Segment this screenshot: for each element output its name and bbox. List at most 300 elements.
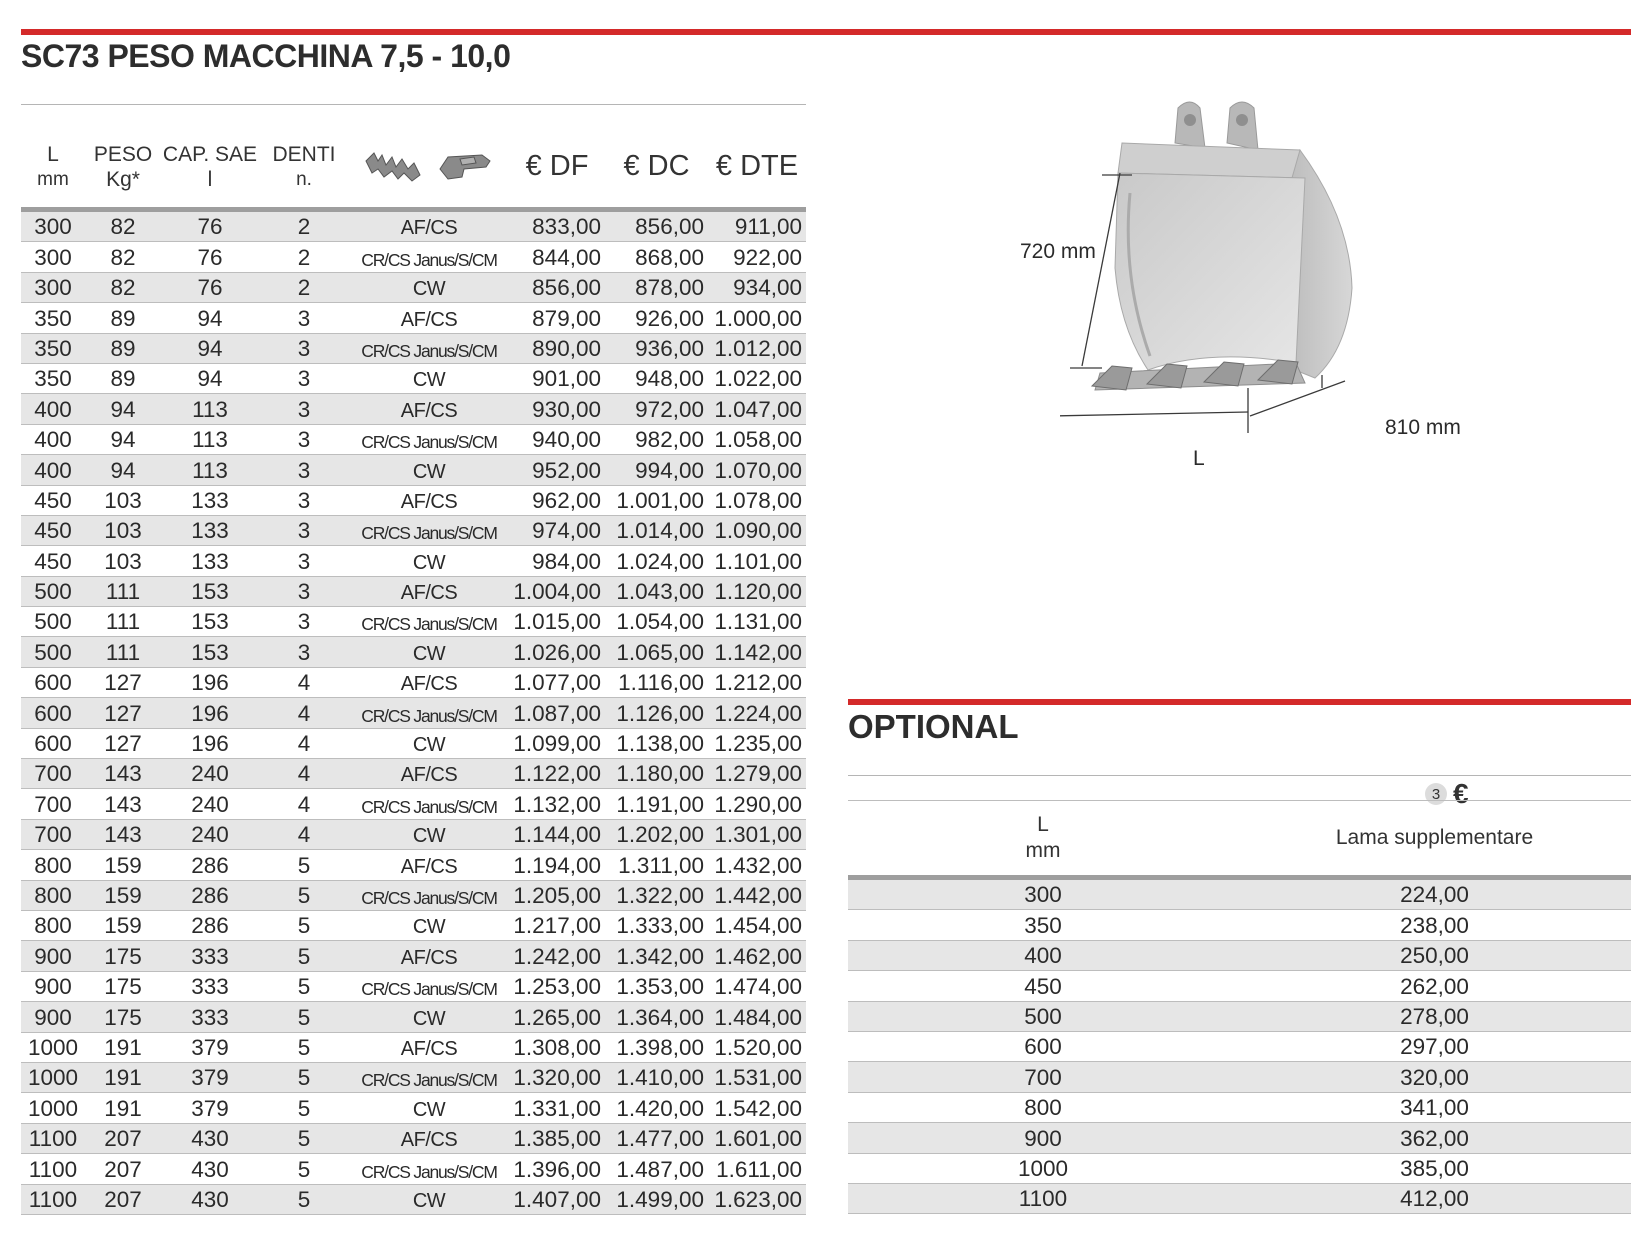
cell-dte: 1.070,00 [714, 457, 802, 483]
cell-denti: 3 [297, 639, 311, 665]
cell-cap: 430 [191, 1186, 229, 1212]
cell-tipo: AF/CS [400, 399, 458, 422]
cell-dte: 1.224,00 [714, 700, 802, 726]
cell-denti: 2 [297, 244, 311, 270]
cell-tipo: CR/CS Janus/S/CM [361, 614, 497, 635]
cell-denti: 3 [297, 579, 311, 605]
cell-dc: 1.065,00 [616, 639, 704, 665]
table-row [21, 577, 806, 607]
cell-denti: 3 [297, 518, 311, 544]
cell-df: 1.099,00 [513, 731, 601, 757]
cell-df: 856,00 [532, 275, 601, 301]
cell-dte: 1.058,00 [714, 427, 802, 453]
teeth-icon [349, 126, 509, 207]
cell-df: 1.407,00 [513, 1186, 601, 1212]
table-row [21, 850, 806, 880]
cell-dte: 1.101,00 [714, 548, 802, 574]
cell-peso: 111 [105, 579, 141, 605]
table-row [21, 303, 806, 333]
cell-dc: 1.116,00 [618, 670, 704, 696]
cell-tipo: AF/CS [400, 308, 458, 331]
cell-dc: 1.342,00 [616, 943, 704, 969]
cell-df: 1.253,00 [513, 974, 601, 1000]
cell-cap: 113 [192, 427, 228, 453]
optional-header-lama: Lama supplementare [1335, 826, 1534, 849]
cell-peso: 94 [110, 427, 136, 453]
cell-dte: 1.078,00 [714, 487, 802, 513]
cell-l: 400 [34, 457, 72, 483]
table-row [21, 668, 806, 698]
cell-l: 800 [34, 913, 72, 939]
cell-l: 300 [1024, 882, 1062, 908]
cell-lama-price: 278,00 [1400, 1003, 1469, 1029]
cell-dc: 1.180,00 [616, 761, 704, 787]
cell-dte: 1.235,00 [714, 731, 802, 757]
header-cap: CAP. SAE l [162, 142, 258, 191]
cell-l: 1100 [28, 1186, 78, 1212]
cell-peso: 175 [104, 943, 142, 969]
cell-peso: 127 [104, 731, 142, 757]
cell-dte: 922,00 [733, 244, 802, 270]
cell-tipo: AF/CS [400, 582, 458, 605]
depth-dimension-label: 810 mm [1385, 416, 1461, 439]
cell-cap: 94 [197, 335, 223, 361]
cell-dc: 1.054,00 [616, 609, 704, 635]
cell-df: 984,00 [532, 548, 601, 574]
cell-df: 879,00 [532, 305, 601, 331]
cell-cap: 286 [191, 852, 229, 878]
cell-peso: 82 [110, 275, 136, 301]
cell-tipo: CW [412, 278, 446, 301]
cell-lama-price: 297,00 [1400, 1034, 1469, 1060]
header-dc: € DC [623, 150, 690, 182]
cell-peso: 103 [104, 548, 142, 574]
cell-df: 940,00 [532, 427, 601, 453]
cell-tipo: CW [412, 1189, 446, 1212]
cell-l: 400 [34, 427, 72, 453]
cell-dte: 1.474,00 [714, 974, 802, 1000]
cell-tipo: CW [412, 460, 446, 483]
cell-denti: 5 [297, 1126, 311, 1152]
cell-df: 1.077,00 [513, 670, 601, 696]
cell-tipo: CR/CS Janus/S/CM [361, 796, 497, 817]
cell-dc: 972,00 [635, 396, 704, 422]
cell-tipo: CW [412, 369, 446, 392]
cell-dc: 1.311,00 [618, 852, 704, 878]
cell-dc: 1.322,00 [616, 882, 704, 908]
optional-row [848, 1062, 1631, 1092]
cell-l: 600 [34, 670, 72, 696]
cell-tipo: CW [412, 551, 446, 574]
cell-dte: 934,00 [733, 275, 802, 301]
table-row [21, 881, 806, 911]
cell-denti: 5 [297, 1186, 311, 1212]
cell-dc: 1.014,00 [616, 518, 704, 544]
cell-denti: 5 [297, 852, 311, 878]
footnote-badge: 3 [1425, 783, 1447, 805]
table-header [21, 126, 806, 212]
cell-denti: 3 [297, 305, 311, 331]
table-row [21, 546, 806, 576]
cell-l: 900 [34, 943, 72, 969]
cell-l: 350 [34, 335, 72, 361]
cell-df: 1.122,00 [513, 761, 601, 787]
cell-dc: 1.024,00 [616, 548, 704, 574]
cell-dte: 1.290,00 [714, 791, 802, 817]
optional-row [848, 1002, 1631, 1032]
cell-peso: 191 [104, 1065, 142, 1091]
cell-cap: 379 [191, 1034, 229, 1060]
cell-l: 400 [34, 396, 72, 422]
cell-dc: 1.001,00 [616, 487, 704, 513]
cell-lama-price: 224,00 [1400, 882, 1469, 908]
cell-df: 930,00 [532, 396, 601, 422]
cell-tipo: CR/CS Janus/S/CM [361, 1070, 497, 1091]
top-red-bar [21, 29, 1631, 35]
cell-denti: 4 [297, 761, 311, 787]
cell-l: 900 [34, 1004, 72, 1030]
cell-l: 600 [34, 700, 72, 726]
cell-cap: 113 [192, 396, 228, 422]
cell-tipo: AF/CS [400, 1037, 458, 1060]
table-row [21, 212, 806, 242]
cell-l: 450 [34, 487, 72, 513]
cell-tipo: AF/CS [400, 855, 458, 878]
cell-peso: 82 [110, 214, 136, 240]
cell-tipo: AF/CS [400, 217, 458, 240]
cell-cap: 379 [191, 1065, 229, 1091]
euro-icon: € [1453, 778, 1469, 809]
cell-df: 1.308,00 [513, 1034, 601, 1060]
table-row [21, 911, 806, 941]
cell-dte: 1.432,00 [714, 852, 802, 878]
cell-denti: 3 [297, 609, 311, 635]
cell-denti: 3 [297, 487, 311, 513]
cell-dte: 1.462,00 [714, 943, 802, 969]
cell-denti: 5 [297, 1156, 311, 1182]
cell-df: 890,00 [532, 335, 601, 361]
cell-tipo: CR/CS Janus/S/CM [361, 523, 497, 544]
cell-cap: 333 [191, 1004, 229, 1030]
header-df: € DF [525, 150, 589, 182]
cell-df: 1.385,00 [513, 1126, 601, 1152]
cell-denti: 4 [297, 822, 311, 848]
cell-denti: 2 [297, 275, 311, 301]
cell-l: 600 [1024, 1034, 1062, 1060]
cell-dc: 1.138,00 [616, 731, 704, 757]
table-row [21, 1033, 806, 1063]
cell-dc: 1.353,00 [616, 974, 704, 1000]
cell-dc: 1.420,00 [616, 1095, 704, 1121]
cell-peso: 207 [104, 1156, 142, 1182]
cell-tipo: AF/CS [400, 490, 458, 513]
cell-df: 1.242,00 [513, 943, 601, 969]
cell-dte: 1.531,00 [714, 1065, 802, 1091]
table-row [21, 607, 806, 637]
cell-dc: 1.191,00 [616, 791, 704, 817]
cell-df: 1.194,00 [513, 852, 601, 878]
table-row [21, 455, 806, 485]
optional-header-l: L mm [1025, 813, 1061, 862]
table-row [21, 759, 806, 789]
cell-df: 1.144,00 [513, 822, 601, 848]
table-row [21, 698, 806, 728]
cell-denti: 5 [297, 1065, 311, 1091]
cell-dc: 982,00 [635, 427, 704, 453]
cell-denti: 3 [297, 427, 311, 453]
optional-row [848, 1093, 1631, 1123]
cell-l: 450 [34, 518, 72, 544]
cell-dc: 936,00 [635, 335, 704, 361]
cell-l: 1000 [1017, 1155, 1069, 1181]
cell-df: 1.265,00 [513, 1004, 601, 1030]
cell-cap: 113 [192, 457, 228, 483]
cell-peso: 111 [105, 609, 141, 635]
cell-l: 700 [34, 822, 72, 848]
cell-dte: 1.623,00 [714, 1186, 802, 1212]
cell-l: 450 [1024, 973, 1062, 999]
cell-cap: 333 [191, 974, 229, 1000]
cell-peso: 82 [110, 244, 136, 270]
cell-l: 500 [34, 639, 72, 665]
cell-dte: 1.279,00 [714, 761, 802, 787]
cell-denti: 5 [297, 943, 311, 969]
cell-tipo: CR/CS Janus/S/CM [361, 340, 497, 361]
cell-peso: 143 [104, 791, 142, 817]
cell-peso: 159 [104, 882, 142, 908]
cell-peso: 94 [110, 396, 136, 422]
cell-l: 300 [34, 214, 72, 240]
table-row [21, 1063, 806, 1093]
cell-l: 350 [1024, 912, 1062, 938]
cell-dte: 911,00 [734, 214, 802, 240]
cell-dc: 1.043,00 [616, 579, 704, 605]
cell-df: 974,00 [532, 518, 601, 544]
cell-peso: 191 [104, 1034, 142, 1060]
cell-l: 1100 [28, 1126, 78, 1152]
cell-denti: 5 [297, 974, 311, 1000]
table-row [21, 242, 806, 272]
cell-l: 450 [34, 548, 72, 574]
cell-l: 350 [34, 366, 72, 392]
cell-denti: 3 [297, 335, 311, 361]
cell-cap: 196 [191, 731, 229, 757]
table-row [21, 334, 806, 364]
width-dimension-label: L [1193, 447, 1205, 470]
cell-dc: 1.202,00 [616, 822, 704, 848]
cell-l: 800 [1024, 1095, 1062, 1121]
optional-table-body [848, 880, 1631, 1214]
cell-df: 952,00 [532, 457, 601, 483]
cell-tipo: CW [412, 1098, 446, 1121]
cell-dte: 1.442,00 [714, 882, 802, 908]
height-dimension-label: 720 mm [1020, 240, 1096, 263]
cell-dc: 1.499,00 [616, 1186, 704, 1212]
cell-dte: 1.000,00 [714, 305, 802, 331]
cell-denti: 5 [297, 913, 311, 939]
cell-tipo: CW [412, 1007, 446, 1030]
cell-denti: 2 [297, 214, 311, 240]
cell-peso: 175 [104, 1004, 142, 1030]
cell-cap: 76 [197, 275, 223, 301]
table-row [21, 1002, 806, 1032]
table-row [21, 1185, 806, 1215]
table-row [21, 486, 806, 516]
cell-cap: 76 [197, 214, 223, 240]
cell-lama-price: 262,00 [1400, 973, 1469, 999]
optional-row [848, 1123, 1631, 1153]
cell-peso: 127 [104, 670, 142, 696]
cell-tipo: AF/CS [400, 764, 458, 787]
cell-dte: 1.120,00 [714, 579, 802, 605]
cell-lama-price: 320,00 [1400, 1064, 1469, 1090]
cell-denti: 4 [297, 791, 311, 817]
cell-peso: 94 [110, 457, 136, 483]
cell-denti: 3 [297, 366, 311, 392]
cell-cap: 94 [197, 366, 223, 392]
cell-tipo: CR/CS Janus/S/CM [361, 705, 497, 726]
cell-l: 900 [34, 974, 72, 1000]
table-row [21, 637, 806, 667]
cell-cap: 94 [197, 305, 223, 331]
cell-df: 1.026,00 [513, 639, 601, 665]
header-l: L mm [37, 142, 69, 190]
cell-lama-price: 362,00 [1400, 1125, 1469, 1151]
cell-denti: 5 [297, 882, 311, 908]
cell-cap: 133 [191, 518, 229, 544]
cell-tipo: AF/CS [400, 946, 458, 969]
table-row [21, 425, 806, 455]
cell-cap: 333 [191, 943, 229, 969]
table-row [21, 972, 806, 1002]
cell-peso: 159 [104, 913, 142, 939]
table-row [21, 1154, 806, 1184]
cell-cap: 196 [191, 700, 229, 726]
cell-dte: 1.022,00 [714, 366, 802, 392]
cell-df: 1.396,00 [513, 1156, 601, 1182]
optional-row [848, 880, 1631, 910]
optional-table-header [848, 800, 1631, 880]
cell-l: 300 [34, 275, 72, 301]
cell-dte: 1.131,00 [714, 609, 802, 635]
cell-dte: 1.454,00 [714, 913, 802, 939]
cell-l: 800 [34, 882, 72, 908]
table-row [21, 789, 806, 819]
cell-df: 1.015,00 [513, 609, 601, 635]
cell-tipo: AF/CS [400, 1129, 458, 1152]
cell-l: 1100 [28, 1156, 78, 1182]
optional-red-bar [848, 699, 1631, 705]
cell-l: 1000 [27, 1065, 79, 1091]
cell-cap: 240 [191, 761, 229, 787]
cell-lama-price: 250,00 [1400, 943, 1469, 969]
table-body [21, 212, 806, 1215]
optional-divider [848, 775, 1631, 776]
table-row [21, 1093, 806, 1123]
cell-l: 500 [34, 609, 72, 635]
cell-cap: 133 [191, 487, 229, 513]
cell-df: 833,00 [532, 214, 601, 240]
cell-peso: 207 [104, 1186, 142, 1212]
cell-tipo: CR/CS Janus/S/CM [361, 249, 497, 270]
cell-tipo: CR/CS Janus/S/CM [361, 432, 497, 453]
cell-denti: 5 [297, 1034, 311, 1060]
optional-row [848, 1184, 1631, 1214]
cell-l: 700 [34, 791, 72, 817]
optional-row [848, 1032, 1631, 1062]
cell-tipo: CR/CS Janus/S/CM [361, 1161, 497, 1182]
table-row [21, 364, 806, 394]
cell-dc: 994,00 [635, 457, 704, 483]
cell-peso: 159 [104, 852, 142, 878]
cell-cap: 196 [191, 670, 229, 696]
cell-peso: 127 [104, 700, 142, 726]
cell-l: 900 [1024, 1125, 1062, 1151]
cell-tipo: CW [412, 916, 446, 939]
cell-tipo: CW [412, 825, 446, 848]
cell-df: 1.004,00 [513, 579, 601, 605]
cell-dc: 1.410,00 [616, 1065, 704, 1091]
price-table [21, 126, 806, 1215]
cell-dc: 926,00 [635, 305, 704, 331]
optional-row [848, 941, 1631, 971]
cell-l: 700 [34, 761, 72, 787]
cell-denti: 5 [297, 1004, 311, 1030]
table-row [21, 516, 806, 546]
cell-denti: 3 [297, 457, 311, 483]
cell-cap: 153 [191, 579, 229, 605]
cell-cap: 240 [191, 791, 229, 817]
page-title: SC73 PESO MACCHINA 7,5 - 10,0 [21, 38, 511, 74]
cell-l: 400 [1024, 943, 1062, 969]
cell-tipo: CR/CS Janus/S/CM [361, 887, 497, 908]
cell-l: 500 [34, 579, 72, 605]
table-row [21, 941, 806, 971]
bucket-illustration [1060, 98, 1480, 468]
cell-dte: 1.090,00 [714, 518, 802, 544]
cell-df: 1.331,00 [513, 1095, 601, 1121]
cell-dc: 856,00 [635, 214, 704, 240]
cell-tipo: CW [412, 642, 446, 665]
cell-dte: 1.212,00 [714, 670, 802, 696]
cell-df: 962,00 [532, 487, 601, 513]
cell-denti: 3 [297, 396, 311, 422]
cell-df: 1.132,00 [513, 791, 601, 817]
cell-cap: 133 [191, 548, 229, 574]
cell-peso: 207 [104, 1126, 142, 1152]
cell-cap: 153 [191, 609, 229, 635]
cell-cap: 430 [191, 1126, 229, 1152]
cell-dte: 1.142,00 [714, 639, 802, 665]
cell-dte: 1.012,00 [714, 335, 802, 361]
cell-df: 1.320,00 [513, 1065, 601, 1091]
header-dte: € DTE [715, 150, 799, 182]
cell-denti: 4 [297, 731, 311, 757]
cell-dte: 1.047,00 [714, 396, 802, 422]
cell-df: 844,00 [532, 244, 601, 270]
cell-l: 600 [34, 731, 72, 757]
header-denti: DENTI n. [272, 142, 336, 190]
optional-row [848, 971, 1631, 1001]
cell-cap: 153 [191, 639, 229, 665]
cell-denti: 4 [297, 700, 311, 726]
cell-peso: 143 [104, 822, 142, 848]
cell-dte: 1.611,00 [716, 1156, 802, 1182]
cell-l: 700 [1024, 1064, 1062, 1090]
cell-l: 1000 [27, 1034, 79, 1060]
cell-dte: 1.301,00 [714, 822, 802, 848]
cell-denti: 3 [297, 548, 311, 574]
